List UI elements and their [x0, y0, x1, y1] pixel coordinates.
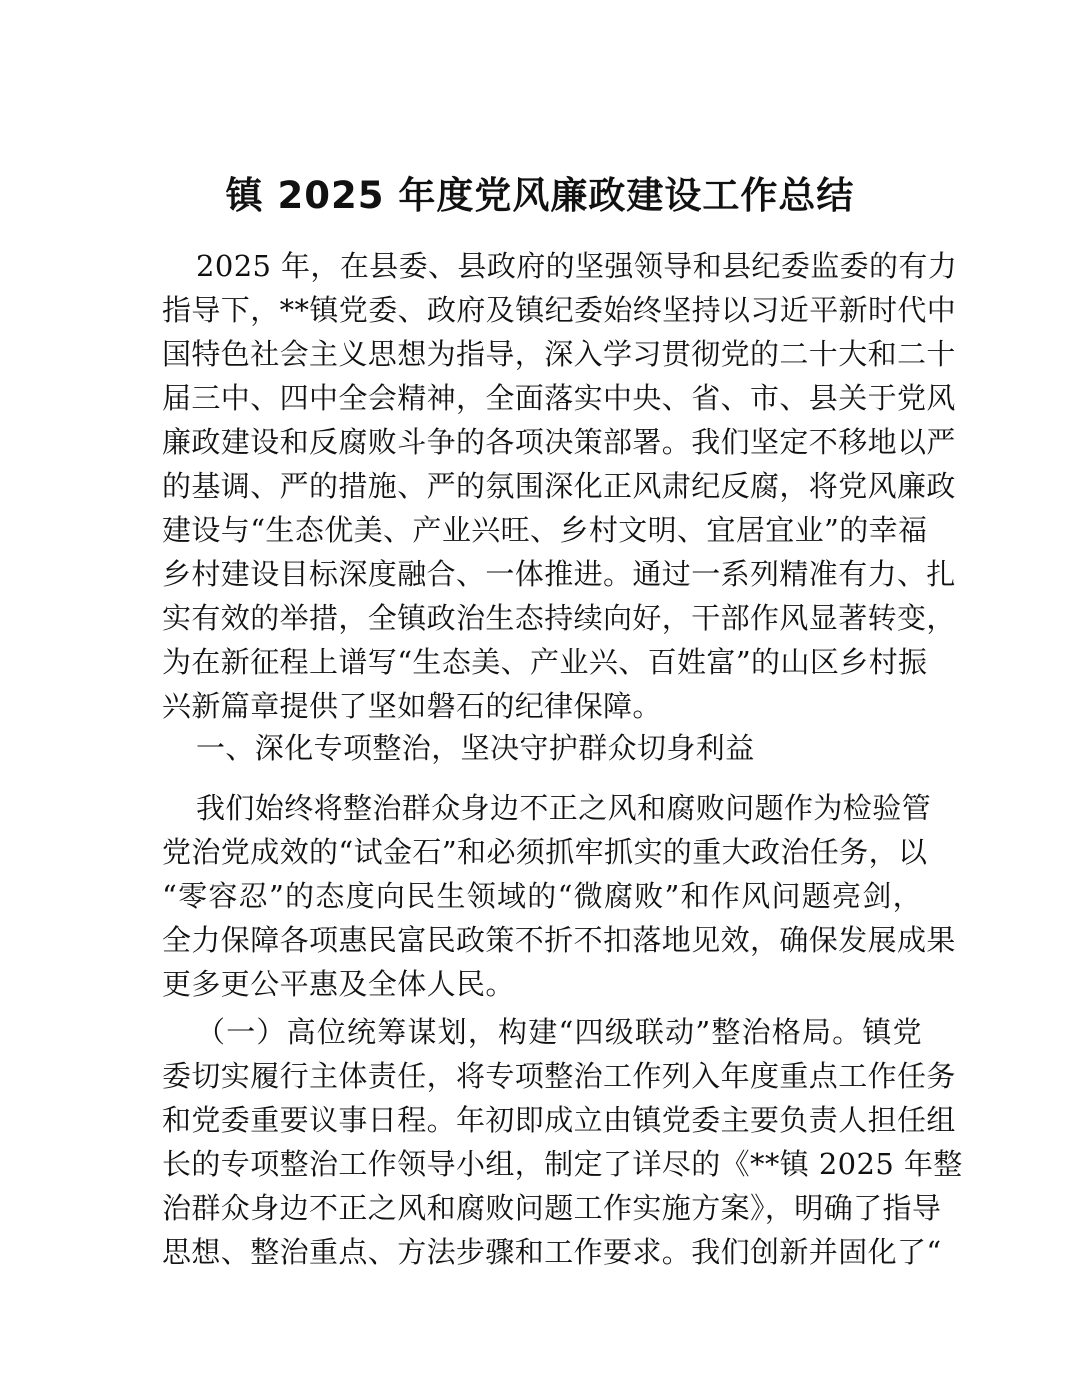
text-line: 兴新篇章提供了坚如磐石的纪律保障。: [162, 689, 662, 723]
text-line: 党治党成效的“试金石”和必须抓牢抓实的重大政治任务，以: [162, 835, 928, 869]
text-line: 委切实履行主体责任，将专项整治工作列入年度重点工作任务: [162, 1059, 956, 1093]
paragraph-section-1-intro: [162, 786, 956, 1006]
text-line: 的基调、严的措施、严的氛围深化正风肃纪反腐，将党风廉政: [162, 469, 956, 503]
text-line: 为在新征程上谱写“生态美、产业兴、百姓富”的山区乡村振: [162, 645, 928, 679]
text-line: 国特色社会主义思想为指导，深入学习贯彻党的二十大和二十: [162, 337, 956, 371]
text-line: 指导下，**镇党委、政府及镇纪委始终坚持以习近平新时代中: [162, 293, 957, 327]
text-line: 更多更公平惠及全体人民。: [162, 967, 515, 1001]
text-line: 届三中、四中全会精神，全面落实中央、省、市、县关于党风: [162, 381, 956, 415]
text-line: 廉政建设和反腐败斗争的各项决策部署。我们坚定不移地以严: [162, 425, 956, 459]
section-heading-1: [162, 726, 922, 770]
text-line: （一）高位统筹谋划，构建“四级联动”整治格局。镇党: [196, 1015, 922, 1049]
text-line: 实有效的举措，全镇政治生态持续向好，干部作风显著转变，: [162, 601, 956, 635]
text-line: 2025 年，在县委、县政府的坚强领导和县纪委监委的有力: [196, 249, 958, 283]
text-line: “零容忍”的态度向民生领域的“微腐败”和作风问题亮剑，: [162, 879, 922, 913]
text-line: 我们始终将整治群众身边不正之风和腐败问题作为检验管: [196, 791, 932, 825]
paragraph-intro: [162, 244, 958, 728]
text-line: 思想、整治重点、方法步骤和工作要求。我们创新并固化了“: [162, 1235, 942, 1269]
paragraph-subsection-1: [162, 1010, 963, 1274]
text-line: 乡村建设目标深度融合、一体推进。通过一系列精准有力、扎: [162, 557, 956, 591]
heading-text: 一、深化专项整治，坚决守护群众切身利益: [196, 731, 755, 765]
text-line: 建设与“生态优美、产业兴旺、乡村文明、宜居宜业”的幸福: [162, 513, 928, 547]
text-line: 长的专项整治工作领导小组，制定了详尽的《**镇 2025 年整: [162, 1147, 963, 1181]
text-line: 和党委重要议事日程。年初即成立由镇党委主要负责人担任组: [162, 1103, 956, 1137]
text-line: 全力保障各项惠民富民政策不折不扣落地见效，确保发展成果: [162, 923, 956, 957]
text-line: 治群众身边不正之风和腐败问题工作实施方案》，明确了指导: [162, 1191, 942, 1225]
document-title: 镇 2025 年度党风廉政建设工作总结: [225, 174, 855, 217]
